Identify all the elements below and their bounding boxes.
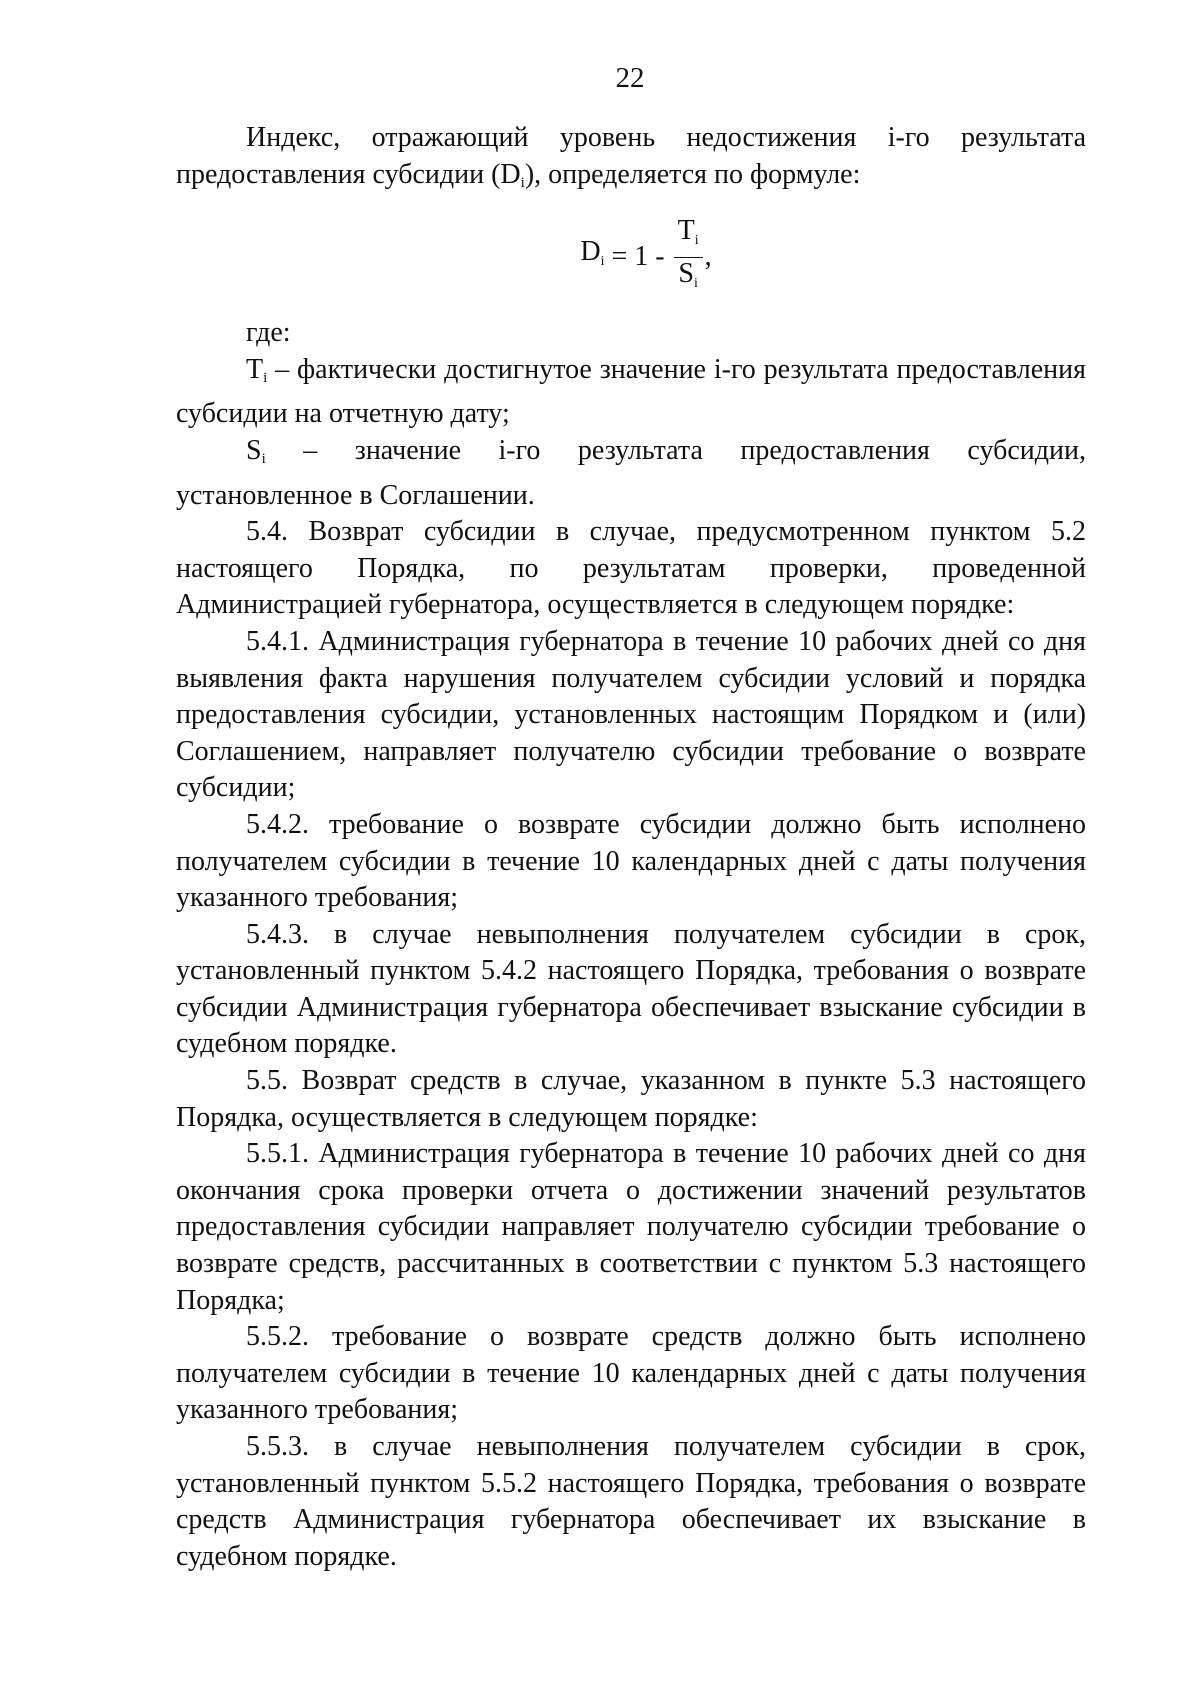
- fraction-numerator: Ti: [674, 215, 703, 258]
- paragraph-5-5-3: 5.5.3. в случае невыполнения получателем субсидии в срок, установленный пунктом 5.5.2 настоящего Порядка, требования о возврате средств Администрация губернатора обеспечивает их взыскание в судебном порядке.: [176, 1431, 1086, 1572]
- document-body: [176, 120, 1086, 1575]
- paragraph-text: ), определяется по формуле:: [524, 158, 861, 190]
- fraction-denominator: Si: [678, 257, 698, 291]
- paragraph-5-4: 5.4. Возврат субсидии в случае, предусмотренном пунктом 5.2 настоящего Порядка, по результатам проверки, проведенной Администрацией губернатора, осуществляется в следующем порядке:: [176, 516, 1086, 621]
- paragraph-text: Индекс, отражающий уровень недостижения i-го результата предоставления субсидии (D: [176, 122, 1086, 190]
- subscript: i: [520, 174, 525, 191]
- paragraph-t-definition: $T_i$ – фактически достигнутое значение i-го результата предоставления субсидии на отчетную дату;: [176, 353, 1086, 430]
- paragraph-where: где:: [246, 317, 291, 349]
- paragraph-5-5: 5.5. Возврат средств в случае, указанном в пункте 5.3 настоящего Порядка, осуществляется в следующем порядке:: [176, 1065, 1086, 1133]
- formula-tail: ,: [704, 240, 712, 272]
- formula-fraction: [674, 215, 703, 300]
- paragraph-5-5-1: 5.5.1. Администрация губернатора в течение 10 рабочих дней со дня окончания срока проверки отчета о достижении значений результатов предоставления субсидии направляет получателю субсидии требование о возврате средств, рассчитанных в соответствии с пунктом 5.3 настоящего Порядка;: [176, 1138, 1086, 1316]
- paragraph-s-definition: $S_i$ – значение i-го результата предоставления субсидии, установленное в Соглашении.: [176, 434, 1086, 511]
- page-number: 22: [615, 62, 645, 94]
- paragraph-5-5-2: 5.5.2. требование о возврате средств должно быть исполнено получателем субсидии в течение 10 календарных дней с даты получения указанного требования;: [176, 1321, 1086, 1426]
- formula-equals: = 1 -: [604, 240, 672, 272]
- paragraph-index-intro: [176, 120, 1086, 201]
- formula: [176, 209, 1086, 305]
- formula-lhs: Di: [580, 235, 605, 269]
- paragraph-5-4-2: 5.4.2. требование о возврате субсидии должно быть исполнено получателем субсидии в течение 10 календарных дней с даты получения указанного требования;: [176, 808, 1086, 914]
- paragraph-5-4-1: 5.4.1. Администрация губернатора в течение 10 рабочих дней со дня выявления факта нарушения получателем субсидии условий и порядка предоставления субсидии, установленных настоящим Порядком и (или) Соглашением, направляет получателю субсидии требование о возврате субсидии;: [176, 625, 1086, 804]
- paragraph-5-4-3: 5.4.3. в случае невыполнения получателем субсидии в срок, установленный пунктом 5.4.2 настоящего Порядка, требования о возврате субсидии Администрация губернатора обеспечивает взыскание субсидии в судебном порядке.: [176, 918, 1086, 1060]
